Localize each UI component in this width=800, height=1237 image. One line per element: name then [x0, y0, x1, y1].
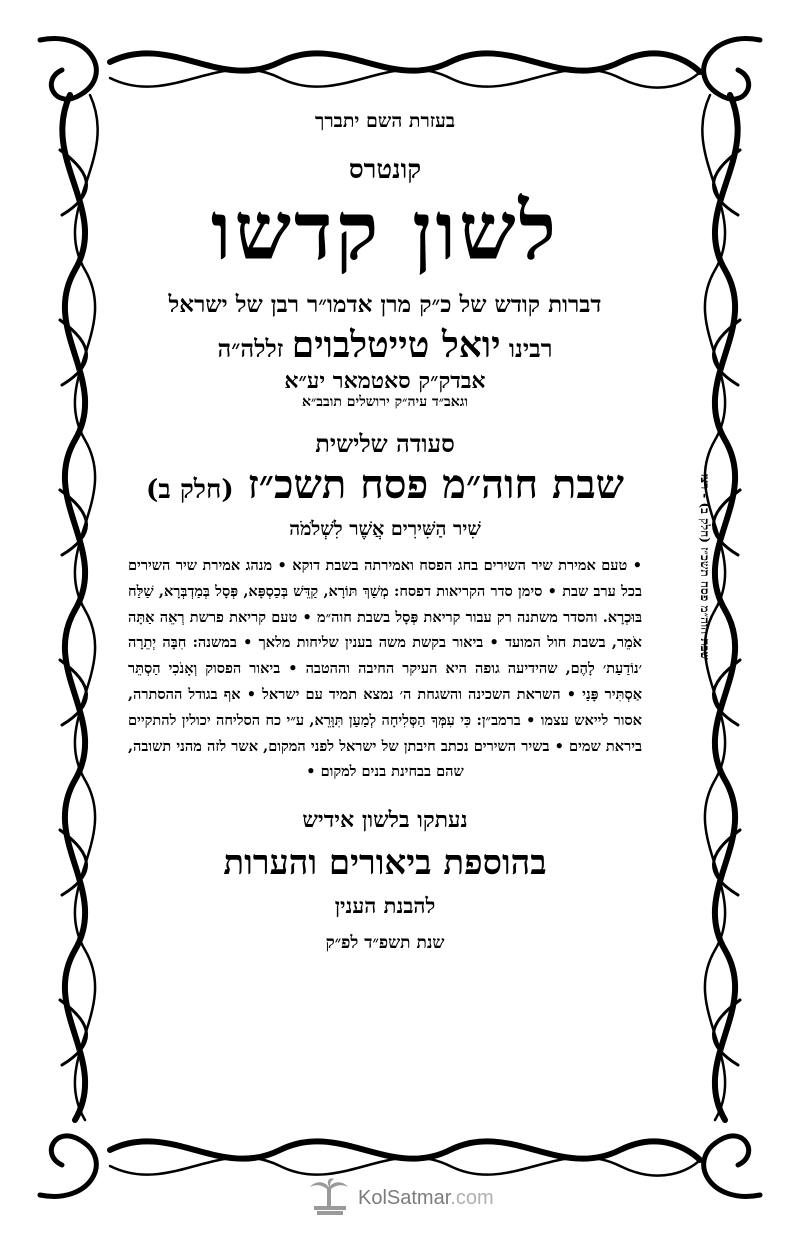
- translated-note: נעתקו בלשון אידיש: [302, 807, 468, 834]
- rebbe-prefix: רבינו: [508, 334, 553, 363]
- rebbe-name: יואל טייטלבוים: [291, 324, 501, 366]
- kolsatmar-logo[interactable]: [308, 1178, 494, 1218]
- title-page: [120, 110, 650, 953]
- subtitle-author-intro: דברות קודש של כ״ק מרן אדמו״ר רבן של ישראל: [168, 291, 602, 318]
- top-blessing: בעזרת השם יתברך: [315, 110, 455, 132]
- logo-text-main: KolSatmar: [358, 1186, 451, 1209]
- understanding-line: להבנת הענין: [334, 893, 436, 919]
- logo-text: [358, 1187, 494, 1210]
- topics-summary: • טעם אמירת שיר השירים בחג הפסח ואמירתה בשבת דוקא • מנהג אמירת שיר השירים בכל ערב שבת • סימן סדר הקריאות דפסח: מְשַׁךְ תּוֹרָא, קַדֵּשׁ בְּכַסְפָּא, פְּסָל בְּמַדְבְּרָא, שַׁלַּח בּוּכְרָא. והסדר משתנה רק עבור קריאת פְּסָל בשבת חוה״מ • טעם קריאת פרשת רְאֵה אַתָּה אֹמֵר, בשבת חול המועד • ביאור בקשת משה בענין שליחות מלאך • במשנה: חִבָּה יְתֵרָה ׳נוֹדַעַת׳ לָהֶם, שהידיעה גופה היא העיקר החיבה וההטבה • ביאור הפסוק וְאָנֹכִי הַסְתֵּר אַסְתִּיר פָּנַי • השראת השכינה והשגחת ה׳ נמצא תמיד עם ישראל • אף בגודל ההסתרה, אסור לייאש עצמו • ברמב״ן: כִּי עִמְּךָ הַסְּלִיחָה לְמַעַן תִּוָּרֵא, ע״י כח הסליחה יכולין להתקיים ביראת שמים • בשיר השירים נכתב חיבתן של ישראל לפני המקום, אשר לזה מהני תשובה, שהם בבחינת בנים למקום •: [128, 557, 642, 781]
- shabbos-part: (חלק ב): [146, 475, 234, 505]
- abd-line: אבדק״ק סאטמאר יע״א: [284, 368, 486, 394]
- additions-heading: בהוספת ביאורים והערות: [223, 843, 547, 884]
- year-line: שנת תשפ״ד לפ״ק: [325, 933, 445, 954]
- pre-title: קונטרס: [348, 155, 422, 185]
- shabbos-title: [120, 461, 650, 508]
- rebbe-suffix: זללה״ה: [217, 334, 284, 363]
- palm-tree-books-icon: [308, 1178, 352, 1218]
- gaav-line: וגאב״ד עיה״ק ירושלים תובב״א: [302, 394, 468, 410]
- shabbos-title-text: שבת חוה״מ פסח תשכ״ז: [247, 461, 624, 508]
- logo-text-domain: .com: [450, 1186, 494, 1209]
- side-running-header: שבת חוה״מ פסח תשכ״ז (חלק ב) - רצז: [698, 473, 712, 660]
- shir-hashirim-line: שִׁיר הַשִּׁירִים אֲשֶׁר לִשְׁלֹמֹה: [289, 518, 481, 540]
- rebbe-line: [120, 324, 650, 366]
- main-title: לשון קדשו: [210, 184, 560, 278]
- seuda-heading: סעודה שלישית: [315, 429, 455, 458]
